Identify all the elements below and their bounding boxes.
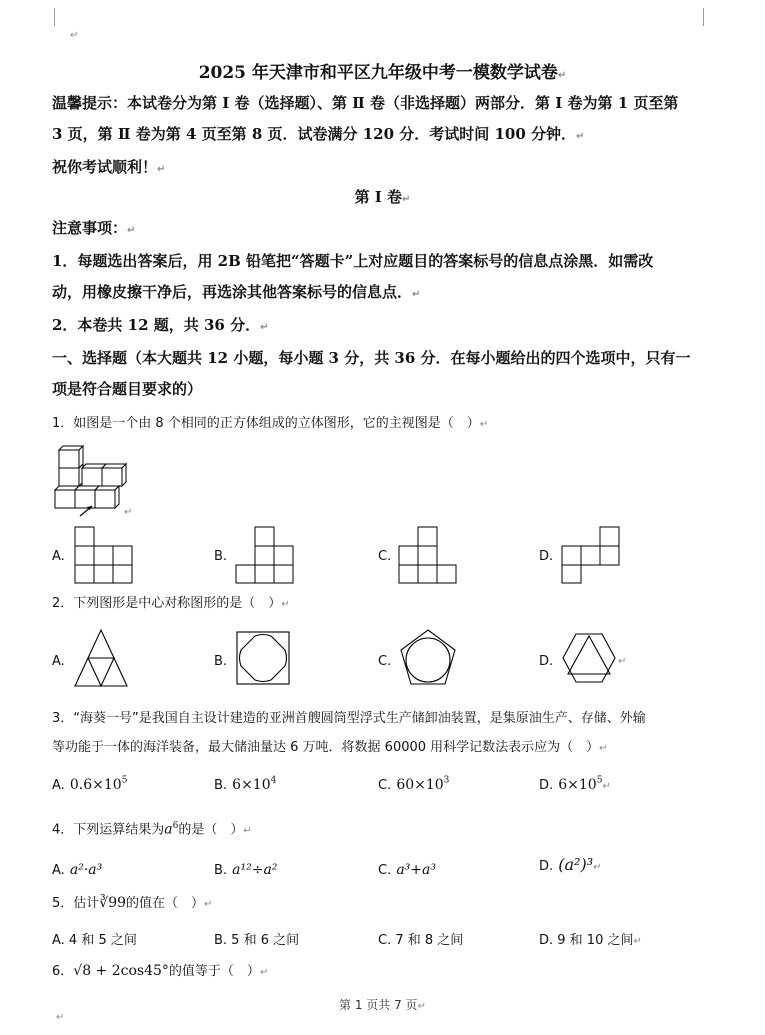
q2-option-d-label[interactable]: D. xyxy=(539,654,554,669)
crop-mark-right xyxy=(703,8,704,26)
q1-option-c-figure[interactable] xyxy=(398,526,458,584)
paragraph-mark: ↵ xyxy=(56,1012,65,1023)
q1-option-d-label[interactable]: D. xyxy=(539,549,554,564)
q3-line-1: 3．“海葵一号”是我国自主设计建造的亚洲首艘圆筒型浮式生产储卸油装置，是集原油生产、存储、外输 xyxy=(52,711,646,726)
q1-option-b-figure[interactable] xyxy=(235,526,295,584)
q2-option-b-figure[interactable] xyxy=(235,630,291,686)
q2-option-c-label[interactable]: C. xyxy=(378,654,392,669)
note-1-line-1: 1．每题选出答案后，用 2B 铅笔把“答题卡”上对应题目的答案标号的信息点涂黑．如需改 xyxy=(52,252,654,270)
q2-option-a-figure[interactable] xyxy=(73,628,129,688)
q3-option-b[interactable]: B. $6\times 10^4$ xyxy=(214,775,277,793)
note-1-line-2: 动，用橡皮擦干净后，再选涂其他答案标号的信息点．↵ xyxy=(52,283,421,301)
question-5: 5．估计∛99的值在（ ）↵ xyxy=(52,895,213,911)
question-6: 6．√8 + 2cos45°的值等于（ ）↵ xyxy=(52,963,269,979)
question-4: 4．下列运算结果为$a^6$的是（ ）↵ xyxy=(52,821,252,838)
part1-line-2: 项是符合题目要求的） xyxy=(52,380,203,398)
tip-text xyxy=(52,88,712,185)
q5-option-c[interactable]: C. 7 和 8 之间 xyxy=(378,933,464,948)
notes-heading: 注意事项：↵ xyxy=(52,219,136,237)
notes xyxy=(52,213,712,405)
page-footer: 第 1 页共 7 页↵ xyxy=(339,998,426,1012)
question-2: 2．下列图形是中心对称图形的是（ ）↵ xyxy=(52,596,290,611)
note-2: 2．本卷共 12 题，共 36 分．↵ xyxy=(52,316,269,334)
paragraph-mark: ↵ xyxy=(70,30,79,41)
q5-option-d[interactable]: D. 9 和 10 之间↵ xyxy=(539,933,642,948)
q5-option-b[interactable]: B. 5 和 6 之间 xyxy=(214,933,300,948)
part1-line-1: 一、选择题（本大题共 12 小题，每小题 3 分，共 36 分．在每小题给出的四个选项中，只有一 xyxy=(52,349,691,367)
q2-option-d-figure[interactable] xyxy=(561,630,617,686)
q2-option-a-label[interactable]: A. xyxy=(52,654,65,669)
tip-line-1: 温馨提示：本试卷分为第 Ⅰ 卷（选择题）、第 Ⅱ 卷（非选择题）两部分．第 Ⅰ 卷为第 1 页至第 xyxy=(52,94,679,112)
q2-option-b-label[interactable]: B. xyxy=(214,654,228,669)
q3-option-c[interactable]: C. $60\times 10^3$ xyxy=(378,775,450,793)
exam-title: 2025 年天津市和平区九年级中考一模数学试卷↵ xyxy=(198,63,567,83)
q1-option-c-label[interactable]: C. xyxy=(378,549,392,564)
tip-line-3: 祝你考试顺利！↵ xyxy=(52,158,166,176)
q1-option-b-label[interactable]: B. xyxy=(214,549,228,564)
q1-option-a-label[interactable]: A. xyxy=(52,549,65,564)
q5-option-a[interactable]: A. 4 和 5 之间 xyxy=(52,933,137,948)
q2-option-c-figure[interactable] xyxy=(398,628,458,688)
q4-option-d[interactable]: D. (a²)³↵ xyxy=(539,855,602,874)
tip-line-2: 3 页，第 Ⅱ 卷为第 4 页至第 8 页．试卷满分 120 分．考试时间 100 分钟．↵ xyxy=(52,125,585,143)
question-1: 1．如图是一个由 8 个相同的正方体组成的立体图形，它的主视图是（ ）↵ xyxy=(52,416,489,431)
question-3 xyxy=(52,704,712,763)
q1-option-d-figure[interactable] xyxy=(561,526,621,584)
q3-line-2: 等功能于一体的海洋装备，最大储油量达 6 万吨．将数据 60000 用科学记数法表示应为（ ）↵ xyxy=(52,740,608,755)
q4-option-c[interactable]: C. a³+a³ xyxy=(378,862,436,878)
q4-option-b[interactable]: B. a¹²÷a² xyxy=(214,862,278,878)
crop-mark-left xyxy=(54,8,55,26)
q1-solid-figure xyxy=(52,448,132,520)
paragraph-mark: ↵ xyxy=(618,656,627,667)
q1-option-a-figure[interactable] xyxy=(74,526,134,584)
paragraph-mark: ↵ xyxy=(124,507,133,518)
q3-option-a[interactable]: A. $0.6\times 10^5$ xyxy=(52,775,128,793)
section-title: 第 Ⅰ 卷↵ xyxy=(354,188,411,206)
q3-option-d[interactable]: D. $6\times 10^5↵$ xyxy=(539,775,611,793)
q4-option-a[interactable]: A. a²·a³ xyxy=(52,862,103,878)
